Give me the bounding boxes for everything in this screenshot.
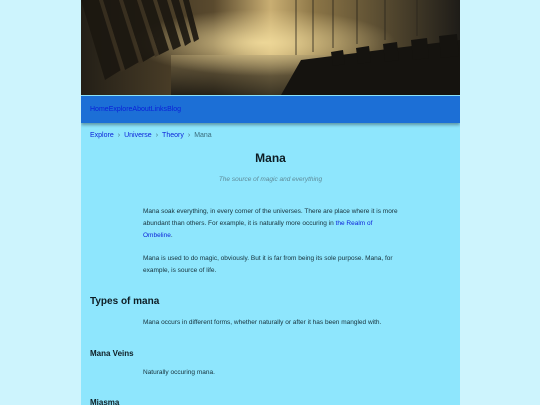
realm-of-ombeline-link[interactable]: the Realm of Ombeline — [143, 220, 373, 239]
breadcrumb-explore[interactable]: Explore — [90, 132, 114, 139]
breadcrumb-universe[interactable]: Universe — [124, 132, 152, 139]
breadcrumb-separator: › — [117, 132, 121, 139]
intro-paragraph-2: Mana is used to do magic, obviously. But it is far from being its sole purpose. Mana, for example, is source of life. — [143, 255, 393, 274]
breadcrumb — [90, 131, 212, 140]
page-subtitle: The source of magic and everything — [218, 176, 323, 183]
banner-photo — [81, 0, 460, 95]
nav-explore-link[interactable]: Explore — [108, 106, 133, 113]
breadcrumb-separator: › — [187, 132, 191, 139]
nav-links — [90, 105, 181, 114]
miasma-heading: Miasma — [90, 398, 120, 405]
mana-veins-paragraph: Naturally occuring mana. — [143, 369, 215, 376]
nav-blog-link[interactable]: Blog — [167, 106, 182, 113]
breadcrumb-current: Mana — [194, 132, 212, 139]
nav-about-link[interactable]: About — [132, 106, 151, 113]
banner-image — [81, 0, 460, 95]
top-navbar — [81, 96, 460, 123]
mana-veins-heading: Mana Veins — [90, 349, 134, 358]
page-container — [81, 0, 460, 405]
intro-p1-text: Mana soak everything, in every corner of the universes. There are place where it is more abundant than others. For example, it is naturally more occuring in — [143, 208, 398, 227]
nav-links-link[interactable]: Links — [150, 106, 168, 113]
page-title: Mana — [255, 151, 286, 165]
intro-paragraph-1 — [143, 206, 399, 242]
nav-home-link[interactable]: Home — [90, 106, 109, 113]
types-paragraph: Mana occurs in different forms, whether naturally or after it has been mangled with. — [143, 319, 382, 326]
breadcrumb-theory[interactable]: Theory — [162, 132, 184, 139]
types-heading: Types of mana — [90, 296, 160, 307]
breadcrumb-separator: › — [155, 132, 159, 139]
intro-p1-end: . — [170, 232, 173, 239]
